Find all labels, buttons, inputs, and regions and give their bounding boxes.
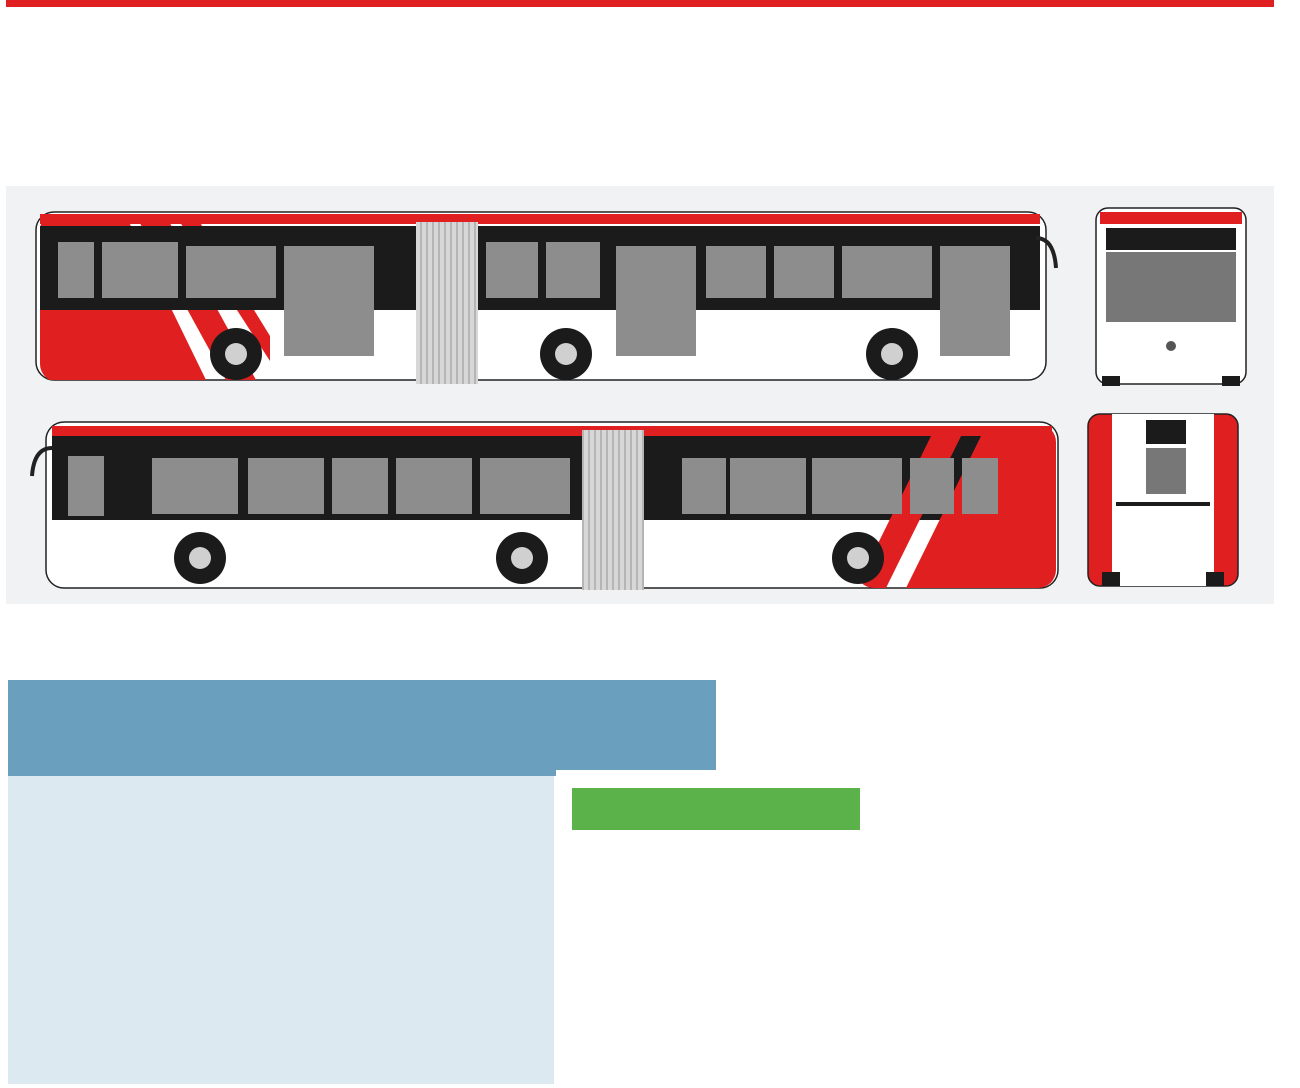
bus-illustration-panel [6, 186, 1274, 604]
column-box [8, 776, 554, 1084]
bus-rear-view [1088, 414, 1238, 586]
top-red-rule [6, 0, 1274, 7]
section-title-band [8, 680, 716, 776]
bus-drawings [6, 186, 1274, 604]
gallery-banner [572, 788, 860, 830]
headline [8, 14, 1300, 184]
bus-front-view [1096, 208, 1246, 386]
bus-side-view-1 [36, 212, 1056, 384]
bus-side-view-2 [32, 422, 1058, 590]
